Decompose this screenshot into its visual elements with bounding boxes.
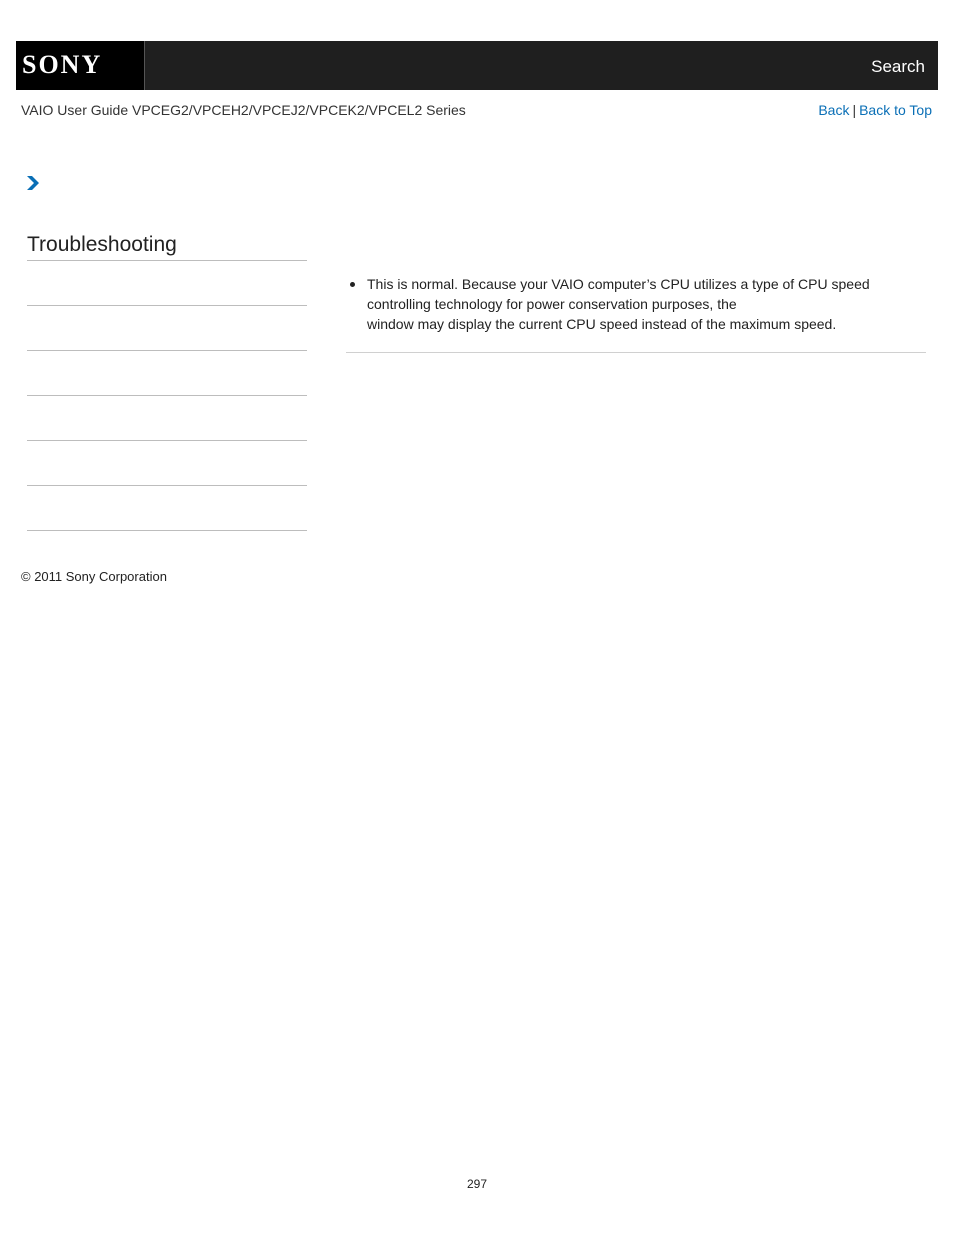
- content-divider: [346, 352, 926, 353]
- sidebar-item[interactable]: [27, 440, 307, 485]
- back-link[interactable]: Back: [818, 102, 850, 118]
- bullet-icon: [350, 282, 355, 287]
- sidebar-item[interactable]: [27, 305, 307, 350]
- page-number: 297: [466, 1177, 488, 1191]
- top-navigation: [818, 102, 932, 118]
- answer-item: [367, 274, 926, 334]
- copyright: © 2011 Sony Corporation: [21, 569, 167, 584]
- answer-list: [346, 274, 926, 334]
- section-title: Troubleshooting: [27, 233, 177, 256]
- back-to-top-link[interactable]: Back to Top: [859, 102, 932, 118]
- nav-separator: |: [852, 102, 857, 118]
- sidebar-item[interactable]: [27, 395, 307, 440]
- main-content: [346, 274, 926, 334]
- answer-line: window may display the current CPU speed instead of the maximum speed.: [367, 316, 837, 332]
- sidebar-item[interactable]: [27, 350, 307, 395]
- sidebar-item[interactable]: [27, 260, 307, 305]
- sidebar-item[interactable]: [27, 485, 307, 531]
- search-link[interactable]: Search: [871, 57, 925, 76]
- answer-line: controlling technology for power conservation purposes, the: [367, 296, 737, 312]
- header-bar: [16, 41, 938, 90]
- guide-title: VAIO User Guide VPCEG2/VPCEH2/VPCEJ2/VPCEK2/VPCEL2 Series: [21, 102, 466, 118]
- sidebar-list: [27, 260, 307, 531]
- answer-line: This is normal. Because your VAIO computer’s CPU utilizes a type of CPU speed: [367, 276, 870, 292]
- chevron-right-icon[interactable]: [25, 174, 41, 192]
- logo-text: SONY: [22, 50, 103, 79]
- sony-logo[interactable]: [16, 41, 145, 90]
